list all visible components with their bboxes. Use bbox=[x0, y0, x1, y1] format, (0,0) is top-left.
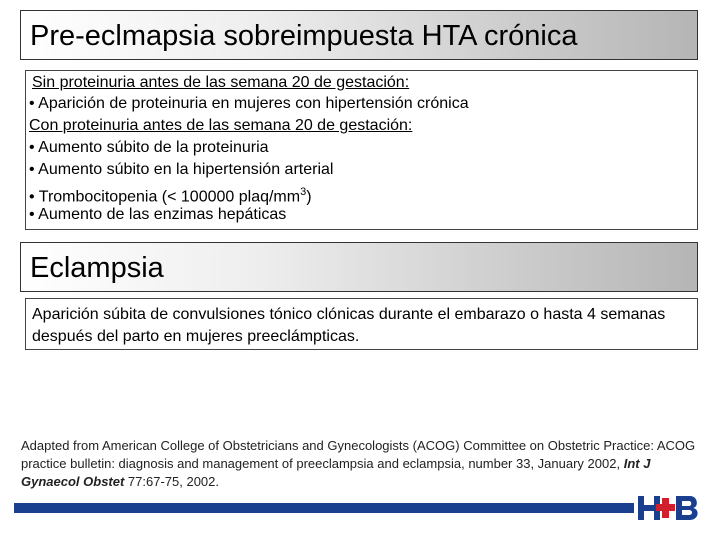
section-title: Eclampsia bbox=[30, 252, 164, 284]
logo-cross-h bbox=[656, 504, 675, 511]
criteria-item: • Aparición de proteinuria en mujeres con hipertensión crónica bbox=[29, 95, 469, 112]
logo-b bbox=[676, 496, 698, 520]
criteria-item: • Aumento súbito en la hipertensión arterial bbox=[29, 161, 334, 178]
reference-main: Adapted from American College of Obstetricians and Gynecologists (ACOG) Committee on Obstetric Practice: ACOG practice bulletin: diagnosis and management of preeclampsia and eclampsia, number 33, January 2002, bbox=[21, 438, 696, 471]
criteria-item: • Aumento de las enzimas hepáticas bbox=[29, 206, 287, 223]
slide-title-bar bbox=[20, 10, 698, 60]
footer-bar bbox=[14, 503, 634, 513]
reference-journal: Int J Gynaecol Obstet bbox=[21, 456, 651, 489]
superscript: 3 bbox=[300, 186, 307, 198]
reference-pages: 77:67-75, 2002. bbox=[124, 474, 220, 489]
criteria-item-text: • Trombocitopenia (< 100000 plaq/mm bbox=[29, 188, 301, 206]
criteria-heading-with-proteinuria: Con proteinuria antes de las semana 20 de gestación: bbox=[29, 117, 413, 134]
criteria-box bbox=[25, 70, 698, 230]
criteria-item: • Aumento súbito de la proteinuria bbox=[29, 139, 269, 156]
definition-text: Aparición súbita de convulsiones tónico clónicas durante el embarazo o hasta 4 semanas después del parto en mujeres preeclámpticas. bbox=[32, 306, 666, 345]
criteria-heading-without-proteinuria: Sin proteinuria antes de las semana 20 de gestación: bbox=[32, 74, 410, 91]
hb-logo bbox=[638, 493, 700, 523]
slide-title: Pre-eclmapsia sobreimpuesta HTA crónica bbox=[30, 20, 578, 52]
criteria-item-text-end: ) bbox=[306, 188, 312, 206]
definition-box bbox=[25, 298, 698, 350]
reference-citation bbox=[21, 437, 711, 491]
section-title-bar bbox=[20, 242, 698, 292]
criteria-item-thrombocytopenia bbox=[29, 182, 312, 207]
